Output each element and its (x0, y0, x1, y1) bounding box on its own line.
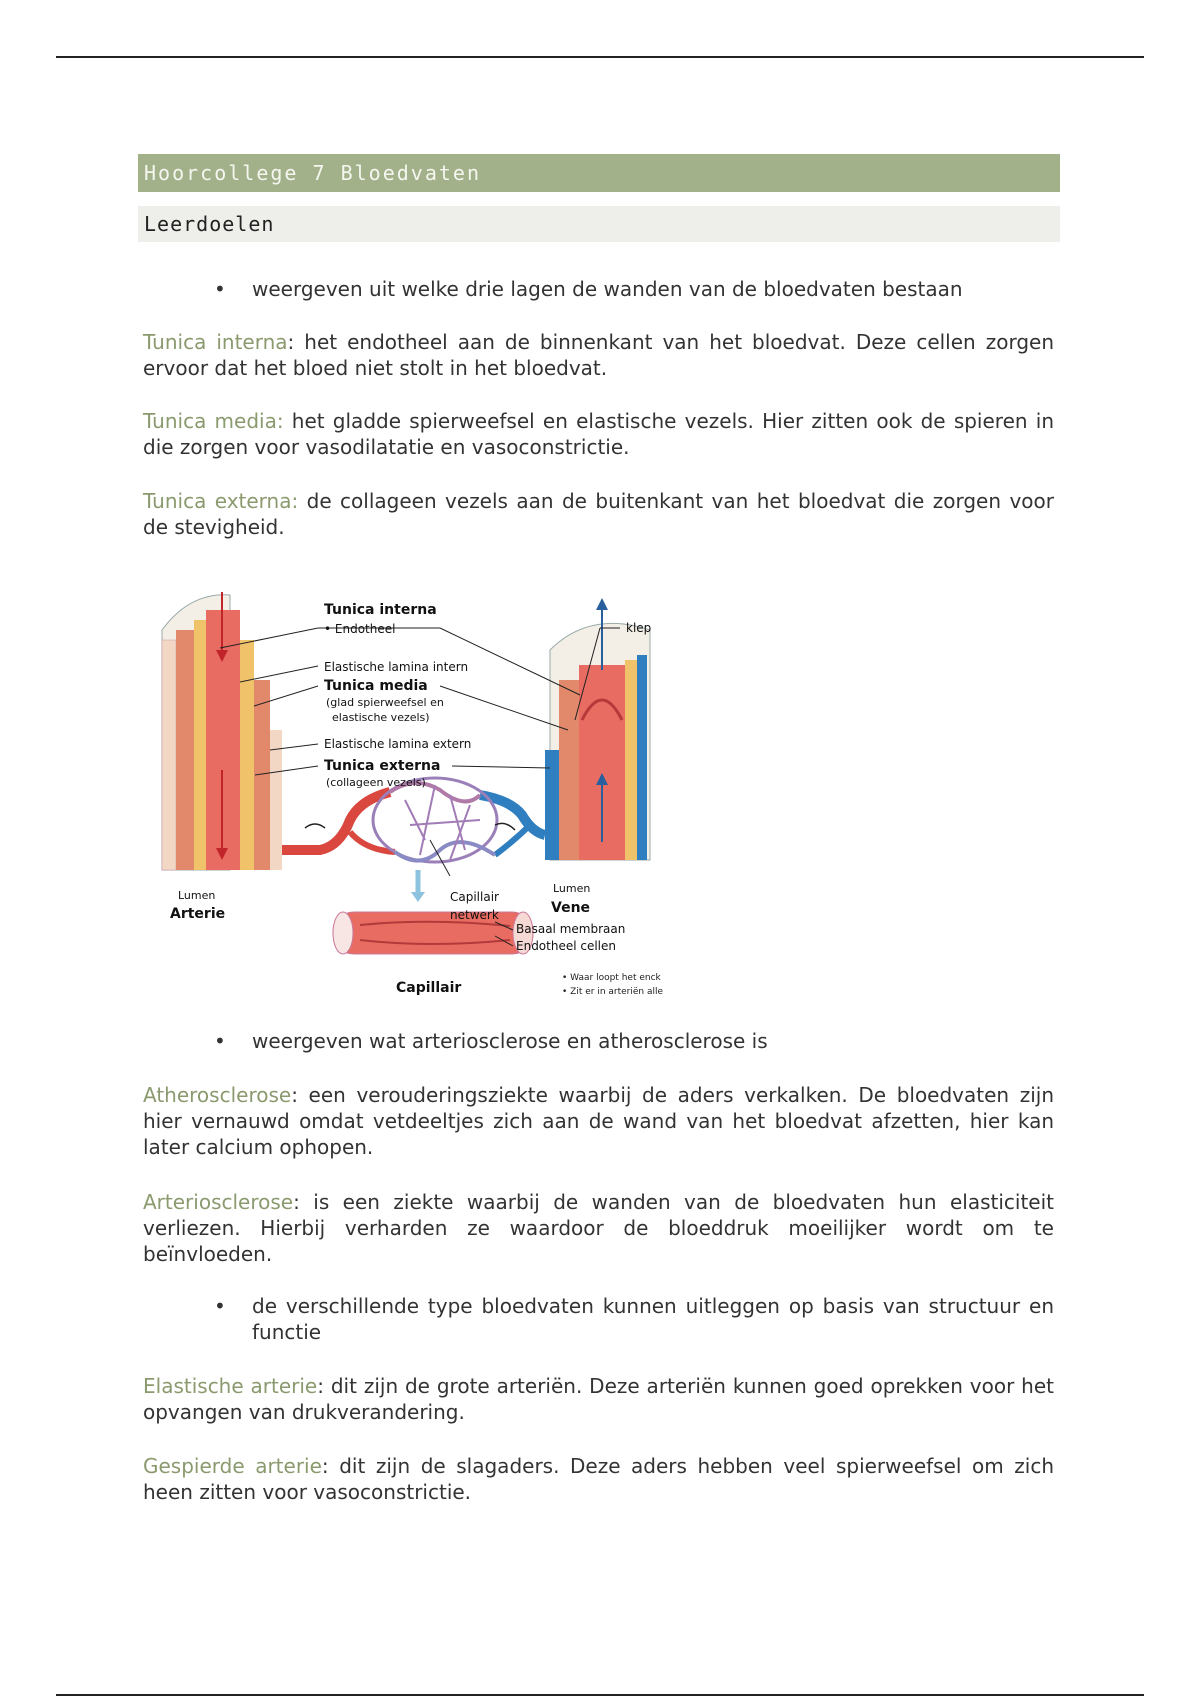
bullet-text: de verschillende type bloedvaten kunnen uitleggen op basis van structuur en functie (252, 1294, 1054, 1344)
label-capillair: Capillair (396, 980, 462, 996)
bullet-symbol: • (214, 1294, 226, 1318)
capillary-tube-illustration (333, 870, 533, 954)
label-tunica-externa: Tunica externa (324, 758, 441, 774)
label-capillair-netwerk-2: netwerk (450, 908, 499, 922)
paragraph-gespierde-arterie (143, 1453, 1054, 1505)
separator: : (287, 330, 295, 354)
label-arterie: Arterie (170, 906, 226, 922)
paragraph-text: is een ziekte waarbij de wanden van de bloedvaten hun elasticiteit verliezen. Hierbij verharden ze waardoor de bloeddruk moeilijker wordt om te beïnvloeden. (143, 1190, 1054, 1266)
paragraph-text: het endotheel aan de binnenkant van het bloedvat. Deze cellen zorgen ervoor dat het bloed niet stolt in het bloedvat. (143, 330, 1054, 380)
label-media-desc-2: elastische vezels) (332, 711, 430, 724)
bullet-text: weergeven uit welke drie lagen de wanden van de bloedvaten bestaan (252, 277, 963, 301)
label-note-2: • Zit er in arteriën alle (562, 987, 664, 997)
paragraph-text: het gladde spierweefsel en elastische vezels. Hier zitten ook de spieren in die zorgen voor vasodilatatie en vasoconstrictie. (143, 409, 1054, 459)
label-elastische-lamina-extern: Elastische lamina extern (324, 737, 472, 751)
term: Elastische arterie (143, 1374, 318, 1398)
label-klep: klep (626, 621, 652, 635)
paragraph-tunica-media (143, 408, 1054, 460)
learning-goal-bullet (214, 1293, 1054, 1345)
label-tunica-interna: Tunica interna (324, 602, 437, 618)
label-lumen-artery: Lumen (178, 889, 216, 902)
bullet-symbol: • (214, 1029, 226, 1053)
term: Arteriosclerose (143, 1190, 294, 1214)
document-title: Hoorcollege 7 Bloedvaten (138, 154, 1060, 192)
bottom-rule (56, 1694, 1144, 1696)
term: Gespierde arterie (143, 1454, 322, 1478)
label-capillair-netwerk-1: Capillair (450, 890, 499, 904)
term: Tunica externa: (143, 489, 299, 513)
learning-goal-bullet (214, 276, 1054, 302)
term: Tunica media: (143, 409, 284, 433)
paragraph-elastische-arterie (143, 1373, 1054, 1425)
paragraph-arteriosclerose (143, 1189, 1054, 1267)
top-rule (56, 56, 1144, 58)
separator: : (317, 1374, 324, 1398)
diagram-svg (150, 570, 720, 1005)
label-endotheel: • Endotheel (324, 622, 396, 636)
separator: : (293, 1190, 300, 1214)
label-media-desc-1: (glad spierweefsel en (326, 696, 444, 709)
paragraph-text: dit zijn de grote arteriën. Deze arteriën kunnen goed oprekken voor het opvangen van drukverandering. (143, 1374, 1054, 1424)
artery-illustration (162, 592, 282, 870)
label-tunica-media: Tunica media (324, 678, 428, 694)
paragraph-text: dit zijn de slagaders. Deze aders hebben veel spierweefsel om zich heen zitten voor vasoconstrictie. (143, 1454, 1054, 1504)
bullet-symbol: • (214, 277, 226, 301)
separator: : (321, 1454, 329, 1478)
label-note-1: • Waar loopt het enck (562, 973, 661, 983)
paragraph-tunica-externa (143, 488, 1054, 540)
separator: : (291, 1083, 298, 1107)
label-vene: Vene (551, 900, 591, 916)
capillary-network-illustration (282, 778, 545, 862)
paragraph-text: een verouderingsziekte waarbij de aders verkalken. De bloedvaten zijn hier vernauwd omdat vetdeeltjes zich aan de wand van het bloedvat afzetten, hier kan later calcium ophopen. (143, 1083, 1054, 1159)
section-heading: Leerdoelen (138, 206, 1060, 242)
label-basaal-membraan: Basaal membraan (516, 922, 626, 936)
paragraph-atherosclerose (143, 1082, 1054, 1160)
label-elastische-lamina-intern: Elastische lamina intern (324, 660, 469, 674)
paragraph-tunica-interna (143, 329, 1054, 381)
term: Atherosclerose (143, 1083, 292, 1107)
label-endotheel-cellen: Endotheel cellen (516, 939, 617, 953)
paragraph-text: de collageen vezels aan de buitenkant van het bloedvat die zorgen voor de stevigheid. (143, 489, 1054, 539)
blood-vessel-diagram (150, 570, 720, 1005)
term: Tunica interna (143, 330, 288, 354)
bullet-text: weergeven wat arteriosclerose en atherosclerose is (252, 1029, 768, 1053)
label-lumen-vein: Lumen (553, 882, 591, 895)
learning-goal-bullet (214, 1028, 1054, 1054)
label-externa-desc: (collageen vezels) (326, 776, 426, 789)
